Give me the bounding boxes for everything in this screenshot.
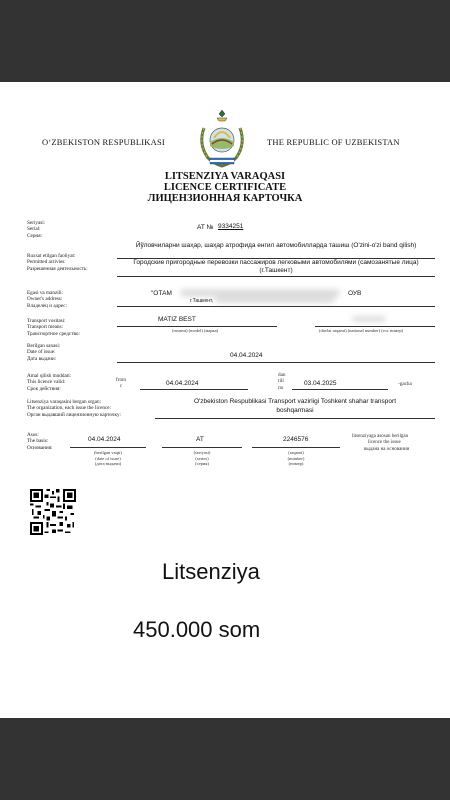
title-en: LICENCE CERTIFICATE (163, 182, 287, 193)
serial-prefix: AT № (197, 224, 214, 231)
serial-labels: Seriyasi: Serial: Серия: (27, 220, 46, 239)
transport-labels: Transport vositasi: Transport means: Транспортное средство: (27, 318, 80, 337)
organ-line2: boshqarmasi (276, 407, 314, 414)
organ-labels: Litsenziya varaqasini bergan organ: The organization, each issue the licence: Орган выдавший лицензионную карточку: (27, 399, 121, 418)
basis-date: 04.04.2024 (88, 436, 121, 443)
header-country-uz: O‘ZBEKISTON RESPUBLIKASI (42, 137, 165, 147)
divider (70, 447, 146, 448)
divider (117, 362, 435, 363)
plate-redacted (352, 316, 386, 322)
listing-title: Litsenziya (162, 559, 260, 584)
divider (252, 447, 340, 448)
divider (117, 276, 435, 277)
divider (315, 326, 435, 327)
valid-till: 03.04.2025 (304, 380, 337, 387)
basis-number-caption: (raqami) (number) (номер) (287, 450, 305, 466)
owner-name-end: ОУВ (348, 290, 362, 297)
divider (162, 447, 242, 448)
owner-labels: Egasi va manzili: Owner's address: Владелец и адрес: (27, 290, 68, 309)
gacha-suffix: -gacha (398, 381, 412, 387)
divider (117, 326, 277, 327)
basis-date-caption: (berilgan vaqti) (date of issue) (дата выдачи) (94, 450, 122, 466)
owner-address-redacted (215, 296, 335, 303)
owner-address: г.Ташкент, (190, 298, 214, 304)
issue-labels: Berilgan sanasi: Date of issue: Дата выдачи: (27, 343, 61, 362)
header-country-en: THE REPUBLIC OF UZBEKISTAN (267, 137, 400, 147)
from-label: from c (116, 377, 127, 390)
basis-series-caption: (seriyasi) (series) (серия) (193, 450, 211, 466)
bottom-dark-bar (0, 718, 450, 800)
listing-price: 450.000 som (133, 617, 261, 642)
activity-ru: Городские пригородные перевозки пассажиров легковыми автомобилями (самозанятые лица) (г.Ташкент) (133, 259, 419, 274)
activity-labels: Ruxsat etilgan faoliyat: Permitted activies: Разрешенная деятельность: (27, 253, 88, 272)
valid-from: 04.04.2024 (166, 380, 199, 387)
qr-code-icon (30, 489, 76, 535)
divider (155, 418, 435, 419)
transport-number-caption: (davlat raqami) (national number) (гос номер) (319, 328, 404, 333)
basis-labels: Asos: The basis: Основания: (27, 432, 53, 451)
basis-number: 2246576 (283, 436, 309, 443)
owner-name-start: "ОТАМ (151, 290, 172, 297)
basis-note: litsenziyaga asosan berilgan licence the issue выдана на основании (352, 434, 410, 452)
validity-labels: Amal qilish muddati: This licence valid: Срок действия: (27, 373, 72, 392)
divider (140, 389, 248, 390)
till-label: dan till по (278, 372, 286, 391)
transport-model-caption: (rusumi) (model) (марка) (172, 328, 219, 333)
state-emblem-icon (192, 108, 252, 170)
activity-uz: Йўловчиларни шаҳар, шаҳар атрофида енгил автомобилларда ташиш (O'zini-o'zi band qilish) (135, 242, 417, 249)
organ-line1: O'zbekiston Respublikasi Transport vazirligi Toshkent shahar transport (194, 398, 396, 405)
serial-number: 9334251 (218, 223, 244, 230)
title-ru: ЛИЦЕНЗИОННАЯ КАРТОЧКА (147, 193, 303, 204)
title-uz: LITSENZIYA VARAQASI (164, 171, 286, 182)
divider (292, 389, 388, 390)
issue-date: 04.04.2024 (230, 352, 263, 359)
basis-series: AT (196, 436, 204, 443)
transport-model: MATIZ BEST (158, 316, 196, 323)
divider (117, 306, 435, 307)
top-dark-bar (0, 0, 450, 82)
